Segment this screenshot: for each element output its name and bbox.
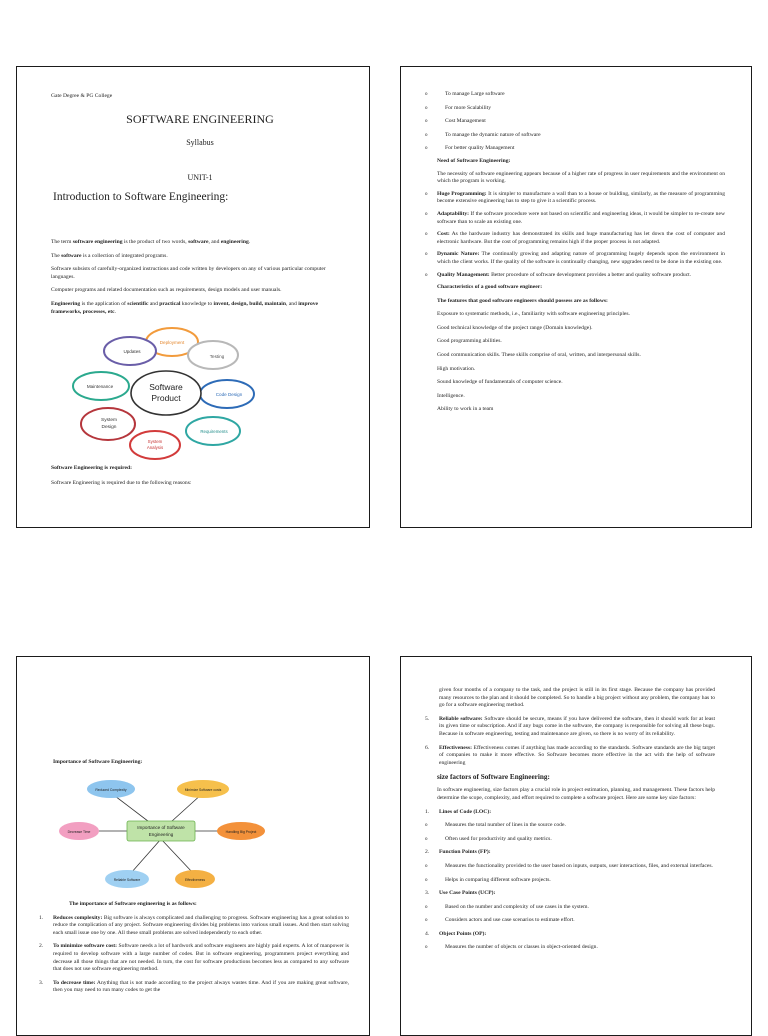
- section-heading: Introduction to Software Engineering:: [53, 190, 229, 203]
- petal-system-design: [81, 408, 135, 440]
- bold-term: Reduces complexity:: [53, 914, 103, 921]
- text-run: is a collection of integrated programs.: [81, 252, 168, 259]
- list-item: o Measures the number of objects or classes in object-oriented design.: [425, 944, 715, 952]
- factor-heading: [425, 931, 715, 939]
- list-item: Exposure to systematic methods, i.e., familiarity with software engineering principles.: [437, 311, 630, 318]
- document-page-2: [400, 66, 752, 528]
- factor-heading: [425, 809, 715, 817]
- paragraph: Computer programs and related documentation such as requirements, design models and user manuals.: [51, 287, 282, 294]
- text-run: The term: [51, 239, 73, 246]
- text-run: Anything that is not made according to the project always wastes time. And if you are making great software, then you may need to run many codes to get the: [53, 979, 349, 994]
- bold-term: software: [61, 252, 82, 259]
- text-run: knowledge to: [180, 301, 214, 308]
- bold-term: Huge Programming:: [437, 190, 487, 197]
- bold-term: software: [188, 239, 209, 246]
- center-label-line2: Engineering: [148, 832, 174, 837]
- bold-term: invent, design, build, maintain: [213, 301, 286, 308]
- paragraph: Software Engineering is required due to the following reasons:: [51, 479, 192, 486]
- factor-heading: [425, 890, 715, 898]
- list-item: o Measures the functionality provided to the user based on inputs, outputs, user interactions, files, and external interfaces.: [425, 863, 715, 871]
- list-item: o Considers actors and use case scenarios to estimate effort.: [425, 917, 715, 925]
- petal-label: Design: [101, 425, 117, 430]
- bold-term: practical: [159, 301, 181, 308]
- text-run: is the application of: [80, 301, 128, 308]
- syllabus-label: Syllabus: [186, 137, 214, 147]
- required-section: [51, 465, 349, 487]
- list-item: o Often used for productivity and quality metrics.: [425, 836, 715, 844]
- subheading: Characteristics of a good software engineer:: [437, 284, 543, 291]
- list-item: [425, 745, 715, 768]
- list-item: Good technical knowledge of the project range (Domain knowledge).: [437, 324, 593, 331]
- list-item: o Based on the number and complexity of use cases in the system.: [425, 904, 715, 912]
- item-number: 4.: [425, 930, 430, 937]
- text-run: is the product of two words,: [122, 239, 189, 246]
- paragraph: [51, 239, 349, 247]
- item-number: 2.: [39, 943, 44, 950]
- text-run: Software needs a lot of hardwork and software engineers are highly paid experts. A lot of manpower is required to develop software with a large number of codes. But in software engineering, programmers project everything and decrease all those things that are not needed. In turn, the cost for software productions becomes less as compared to any software that does not use software engineering method.: [53, 943, 349, 973]
- list-item: [39, 943, 349, 973]
- center-label-line1: Software: [149, 382, 183, 392]
- list-item: Good communication skills. These skills comprise of oral, written, and interpersonal skills.: [437, 352, 641, 359]
- list-item: Ability to work in a team: [437, 406, 494, 413]
- text-run: Software should be secure, means if you have delivered the software, then it should work for at least its given time or subscription. And if any bugs come in the software, the company is responsible for solving all these bugs. Because in software engineering, testing and maintenance are given, so there is no worry of its reliability.: [439, 715, 715, 737]
- document-page-1: [16, 66, 370, 528]
- list-item: o To manage the dynamic nature of software: [425, 132, 725, 140]
- bold-term: scientific: [127, 301, 149, 308]
- petal-label: Maintenance: [86, 384, 114, 389]
- item-number: 2.: [425, 849, 430, 856]
- paragraph: In software engineering, size factors play a crucial role in project estimation, planning, and management. These factors help determine the scope, complexity, and effort required to complete a software project. Here are some key size factors:: [437, 787, 715, 801]
- item-number: 5.: [425, 715, 430, 722]
- node-label: Reduced Complexity: [95, 788, 127, 792]
- text-run: Effectiveness comes if anything has made according to the standards. Software standards are the big target of companies to make it more effective. So Software becomes more effective in the act with the help of software engineering: [439, 744, 715, 766]
- list-item: [425, 191, 725, 206]
- list-item: [425, 716, 715, 739]
- bold-term: To minimize software cost:: [53, 943, 118, 950]
- bold-term: Quality Management:: [437, 271, 490, 278]
- bold-term: Cost:: [437, 231, 450, 238]
- center-label-line2: Product: [151, 393, 181, 403]
- bold-term: engineering: [220, 239, 249, 246]
- bold-term: software engineering: [72, 239, 123, 246]
- list-item: Good programming abilities.: [437, 338, 502, 345]
- bold-term: Lines of Code (LOC):: [439, 808, 492, 815]
- list-item: o For better quality Management: [425, 145, 725, 153]
- petal-label: Updates: [123, 349, 141, 354]
- node-label: Minimize Software costs: [184, 788, 222, 792]
- bold-term: Use Case Points (UCP):: [439, 890, 496, 897]
- importance-list: [39, 901, 349, 995]
- text-run: and: [148, 301, 160, 308]
- list-item: High motivation.: [437, 365, 476, 372]
- list-item: [39, 915, 349, 938]
- subheading: The importance of Software engineering is as follows:: [69, 901, 197, 907]
- list-item: o To manage Large software: [425, 91, 725, 99]
- bold-term: Object Points (OP):: [439, 930, 487, 937]
- petal-label: System: [147, 439, 163, 444]
- bold-term: Reliable software:: [439, 715, 483, 722]
- node-label: Handling Big Project: [225, 830, 257, 834]
- text-run: , and: [208, 239, 221, 246]
- bold-term: Effectiveness:: [439, 744, 472, 751]
- center-node: [127, 821, 195, 841]
- paragraph: [51, 301, 349, 316]
- page-2-content: [425, 91, 725, 414]
- bold-term: improve frameworks, processes, etc: [51, 301, 319, 315]
- text-run: Better procedure of software development provides a better and quality software product.: [489, 271, 692, 278]
- list-item: Intelligence.: [437, 392, 465, 399]
- item-number: 6.: [425, 744, 430, 751]
- list-item: o For more Scalability: [425, 105, 725, 113]
- petal-label: Deployment: [159, 340, 185, 345]
- list-item: [425, 231, 725, 246]
- document-page-3: [16, 656, 370, 1036]
- bold-term: Dynamic Nature:: [437, 251, 480, 258]
- petal-label: Testing: [209, 354, 225, 359]
- text-run: Big software is always complicated and challenging to progress. Software engineering has a great solution to reduce the complication of any project. Software engineering divides big problems into various small issues. And then start solving each small issue one by one. All these small problems are solved independently to each other.: [53, 914, 350, 936]
- list-item: o Cost Management: [425, 118, 725, 126]
- subheading: Need of Software Engineering:: [437, 157, 511, 164]
- text-run: , and: [285, 301, 299, 308]
- center-label-line1: Importance of Software: [137, 825, 185, 830]
- petal-label: System: [101, 418, 117, 423]
- software-product-diagram: [61, 321, 271, 481]
- list-item: [425, 211, 725, 226]
- unit-label: UNIT-1: [187, 172, 213, 182]
- bold-term: Adaptability:: [437, 210, 470, 217]
- subheading: The features that good software engineers should possess are as follows:: [437, 297, 608, 304]
- bold-term: Function Points (FP):: [439, 849, 491, 856]
- importance-diagram: [51, 777, 271, 899]
- text-run: .: [248, 239, 251, 246]
- college-name: Gate Degree & PG College: [51, 93, 113, 99]
- list-item: [425, 272, 725, 280]
- text-run: .: [114, 308, 116, 315]
- text-run: The: [51, 252, 62, 259]
- text-run: If the software procedure were not based on scientific and engineering ideas, it would be simpler to re-create new software than to scale an existing one.: [437, 210, 725, 225]
- paragraph: Software subsists of carefully-organized instructions and code written by developers on any of various particular computer languages.: [51, 266, 326, 280]
- bold-term: Engineering: [51, 301, 81, 308]
- item-number: 3.: [39, 979, 44, 986]
- list-item: o Helps in comparing different software projects.: [425, 877, 715, 885]
- text-run: It is simpler to manufacture a wall than to a house or building, similarly, as the measure of programming become extensive engineering has to step to give it a scientific process.: [437, 190, 725, 205]
- factor-heading: [425, 849, 715, 857]
- characteristics-section: [425, 284, 725, 414]
- petal-label: Code Design: [215, 392, 243, 397]
- list-item: [425, 251, 725, 266]
- subheading: Software Engineering is required:: [51, 465, 132, 471]
- item-number: 3.: [425, 890, 430, 897]
- page-1-content: [51, 93, 349, 316]
- bold-term: To decrease time:: [53, 979, 96, 986]
- document-page-4: [400, 656, 752, 1036]
- paragraph: given four months of a company to the task, and the project is still in its first stage. Because the company has provided many resources to the plan and it should be completed. So to handle a big project without any problem, the company has to go for a software engineering method.: [439, 687, 715, 709]
- page-4-content: [425, 687, 715, 952]
- paragraph: The necessity of software engineering appears because of a higher rate of progress in user requirements and the environment on which the program is working.: [437, 170, 725, 185]
- node-label: Reliable Software: [113, 878, 141, 882]
- paragraph: [51, 253, 349, 261]
- subheading: size factors of Software Engineering:: [437, 773, 550, 782]
- text-run: As the hardware industry has demonstrated its skills and huge manufacturing has let down the cost of computer and electronic hardware. But the cost of programming remains high if the proper process is not adapted.: [437, 231, 725, 245]
- list-item: [39, 980, 349, 995]
- list-item: o Measures the total number of lines in the source code.: [425, 822, 715, 830]
- node-label: Decrease Time: [67, 830, 91, 834]
- list-item: Sound knowledge of fundamentals of computer science.: [437, 379, 563, 386]
- subheading: Importance of Software Engineering:: [53, 759, 143, 765]
- document-title: SOFTWARE ENGINEERING: [126, 111, 274, 126]
- node-label: Effectiveness: [184, 878, 206, 882]
- item-number: 1.: [39, 914, 44, 921]
- text-run: The continually growing and adapting nature of programming hugely depends upon the environment in which the client works. If the quality of the software is continually changing, new upgrades need to be done in the existing one.: [437, 251, 725, 265]
- petal-label: Analysis: [146, 445, 164, 450]
- item-number: 1.: [425, 808, 430, 815]
- petal-label: Requirements: [200, 429, 228, 434]
